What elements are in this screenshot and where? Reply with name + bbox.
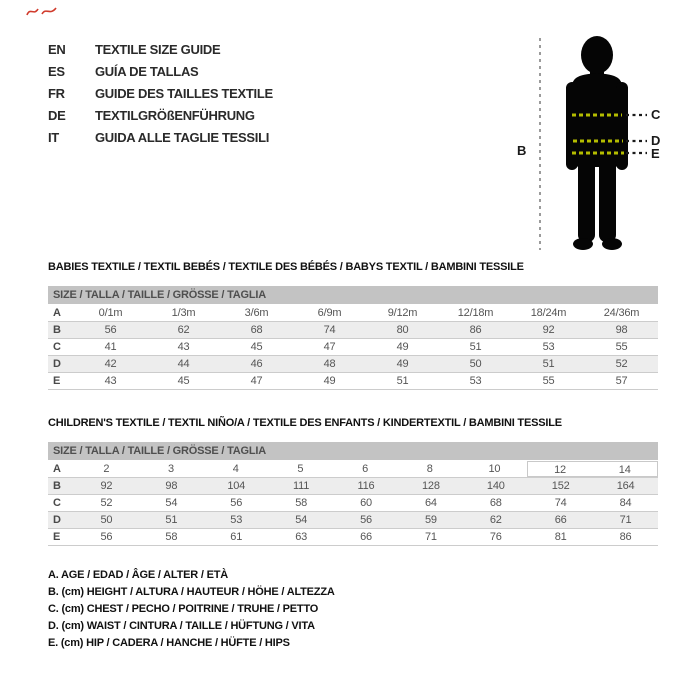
row-label: B [53, 324, 61, 336]
table-cell: 54 [165, 497, 178, 509]
table-cell: 44 [177, 358, 190, 370]
language-code: DE [48, 108, 66, 123]
table-cell: 46 [250, 358, 263, 370]
table-cell: 66 [554, 514, 567, 526]
row-label: C [53, 341, 61, 353]
table-cell: 57 [615, 375, 628, 387]
table-cell: 3/6m [244, 307, 269, 319]
row-label: D [53, 514, 61, 526]
table-cell: 61 [230, 531, 243, 543]
language-row [48, 83, 273, 105]
table-cell: 62 [177, 324, 190, 336]
measurement-legend [48, 567, 335, 652]
language-code: ES [48, 64, 65, 79]
table-row [48, 495, 658, 512]
table-cell: 12 [527, 461, 593, 477]
table-cell: 42 [104, 358, 117, 370]
language-list [48, 39, 273, 149]
table-size-header: SIZE / TALLA / TAILLE / GRÖSSE / TAGLIA [48, 286, 658, 304]
table-cell: 49 [396, 358, 409, 370]
table-cell: 50 [100, 514, 113, 526]
table-cell: 58 [165, 531, 178, 543]
table-cell: 76 [489, 531, 502, 543]
table-cell: 47 [250, 375, 263, 387]
table-cell: 6/9m [317, 307, 342, 319]
table-row [48, 529, 658, 546]
table-cell: 50 [469, 358, 482, 370]
table-cell: 62 [489, 514, 502, 526]
language-code: EN [48, 42, 66, 57]
legend-line: A. AGE / EDAD / ÂGE / ALTER / ETÀ [48, 569, 229, 581]
table-cell: 0/1m [98, 307, 123, 319]
table-cell: 80 [396, 324, 409, 336]
table-cell: 86 [469, 324, 482, 336]
table-row [48, 478, 658, 495]
table-cell: 41 [104, 341, 117, 353]
table-cell: 43 [177, 341, 190, 353]
table-cell: 18/24m [530, 307, 567, 319]
table-cell: 12/18m [457, 307, 494, 319]
table-row [48, 373, 658, 390]
table-title: BABIES TEXTILE / TEXTIL BEBÉS / TEXTILE DES BÉBÉS / BABYS TEXTIL / BAMBINI TESSILE [48, 261, 524, 273]
table-title: CHILDREN'S TEXTILE / TEXTIL NIÑO/A / TEXTILE DES ENFANTS / KINDERTEXTIL / BAMBINI TESSILE [48, 417, 562, 429]
table-cell: 140 [486, 480, 505, 492]
table-cell: 58 [295, 497, 308, 509]
table-cell: 56 [100, 531, 113, 543]
language-code: IT [48, 130, 59, 145]
table-cell: 128 [422, 480, 440, 492]
legend-line: C. (cm) CHEST / PECHO / POITRINE / TRUHE / PETTO [48, 603, 319, 615]
table-cell: 152 [551, 480, 570, 492]
table-cell: 4 [232, 463, 239, 475]
table-cell: 48 [323, 358, 336, 370]
table-cell: 6 [362, 463, 368, 475]
table-cell: 104 [227, 480, 246, 492]
table-cell: 51 [469, 341, 482, 353]
table-cell: 66 [360, 531, 372, 543]
table-cell: 45 [250, 341, 263, 353]
table-cell: 98 [165, 480, 178, 492]
table-cell: 68 [250, 324, 263, 336]
table-cell: 71 [424, 531, 437, 543]
row-label: C [53, 497, 61, 509]
table-cell: 55 [615, 341, 628, 353]
figure-label-chest: C [651, 107, 661, 122]
row-label: E [53, 531, 61, 543]
row-label: E [53, 375, 61, 387]
table-cell: 116 [357, 480, 375, 492]
table-cell: 92 [100, 480, 113, 492]
table-cell: 86 [619, 531, 632, 543]
table-cell: 53 [469, 375, 482, 387]
language-code: FR [48, 86, 65, 101]
row-label: D [53, 358, 61, 370]
table-row [48, 512, 658, 529]
language-label: TEXTILE SIZE GUIDE [95, 42, 221, 57]
table-cell: 45 [177, 375, 190, 387]
table-cell: 55 [542, 375, 555, 387]
table-cell: 56 [230, 497, 243, 509]
table-cell: 92 [542, 324, 555, 336]
red-scribble-mark [25, 4, 61, 20]
table-cell: 49 [396, 341, 409, 353]
table-cell: 74 [554, 497, 567, 509]
table-size-header: SIZE / TALLA / TAILLE / GRÖSSE / TAGLIA [48, 442, 658, 460]
table-cell: 63 [295, 531, 308, 543]
table-cell: 9/12m [387, 307, 418, 319]
language-row [48, 61, 273, 83]
child-silhouette-figure [530, 32, 670, 262]
table-cell: 111 [293, 480, 310, 492]
table-cell: 53 [230, 514, 243, 526]
table-rows [48, 461, 658, 546]
language-row [48, 39, 273, 61]
table-cell: 51 [165, 514, 178, 526]
table-cell: 56 [104, 324, 117, 336]
table-row [48, 339, 658, 356]
size-table [48, 417, 658, 546]
table-cell: 3 [168, 463, 174, 475]
table-cell: 71 [619, 514, 632, 526]
size-table [48, 261, 658, 390]
table-cell: 43 [104, 375, 117, 387]
table-rows [48, 305, 658, 390]
table-cell: 98 [615, 324, 628, 336]
table-cell: 2 [103, 463, 110, 475]
language-row [48, 127, 273, 149]
table-cell: 5 [297, 463, 304, 475]
language-row [48, 105, 273, 127]
table-cell: 68 [489, 497, 502, 509]
row-label: A [53, 307, 61, 319]
legend-line: B. (cm) HEIGHT / ALTURA / HAUTEUR / HÖHE / ALTEZZA [48, 586, 335, 598]
legend-line: E. (cm) HIP / CADERA / HANCHE / HÜFTE / HIPS [48, 637, 290, 649]
table-cell: 1/3m [171, 307, 196, 319]
table-cell: 24/36m [603, 307, 640, 319]
table-cell: 81 [554, 531, 567, 543]
table-cell: 54 [295, 514, 308, 526]
table-row [48, 461, 658, 478]
language-label: TEXTILGRÖßENFÜHRUNG [95, 108, 255, 123]
table-cell: 10 [488, 463, 501, 475]
language-label: GUÍA DE TALLAS [95, 64, 199, 79]
table-cell: 52 [615, 358, 628, 370]
row-label: B [53, 480, 61, 492]
row-label: A [53, 463, 61, 475]
table-cell: 52 [100, 497, 113, 509]
legend-line: D. (cm) WAIST / CINTURA / TAILLE / HÜFTUNG / VITA [48, 620, 315, 632]
table-cell: 84 [619, 497, 632, 509]
table-cell: 74 [323, 324, 336, 336]
table-row [48, 322, 658, 339]
table-row [48, 305, 658, 322]
table-cell: 8 [426, 463, 433, 475]
language-label: GUIDE DES TAILLES TEXTILE [95, 86, 273, 101]
table-cell: 47 [323, 341, 336, 353]
silhouette-shape [566, 36, 628, 250]
language-label: GUIDA ALLE TAGLIE TESSILI [95, 130, 270, 145]
table-row [48, 356, 658, 373]
table-cell: 56 [360, 514, 372, 526]
table-cell: 14 [592, 461, 658, 477]
table-cell: 53 [542, 341, 555, 353]
table-cell: 164 [616, 480, 635, 492]
figure-label-hip: E [651, 146, 660, 161]
table-cell: 51 [542, 358, 555, 370]
table-cell: 49 [323, 375, 336, 387]
figure-label-waist: D [651, 133, 661, 148]
table-cell: 60 [360, 497, 372, 509]
figure-label-height: B [517, 143, 527, 158]
table-cell: 64 [424, 497, 437, 509]
table-cell: 59 [424, 514, 437, 526]
table-cell: 51 [396, 375, 409, 387]
